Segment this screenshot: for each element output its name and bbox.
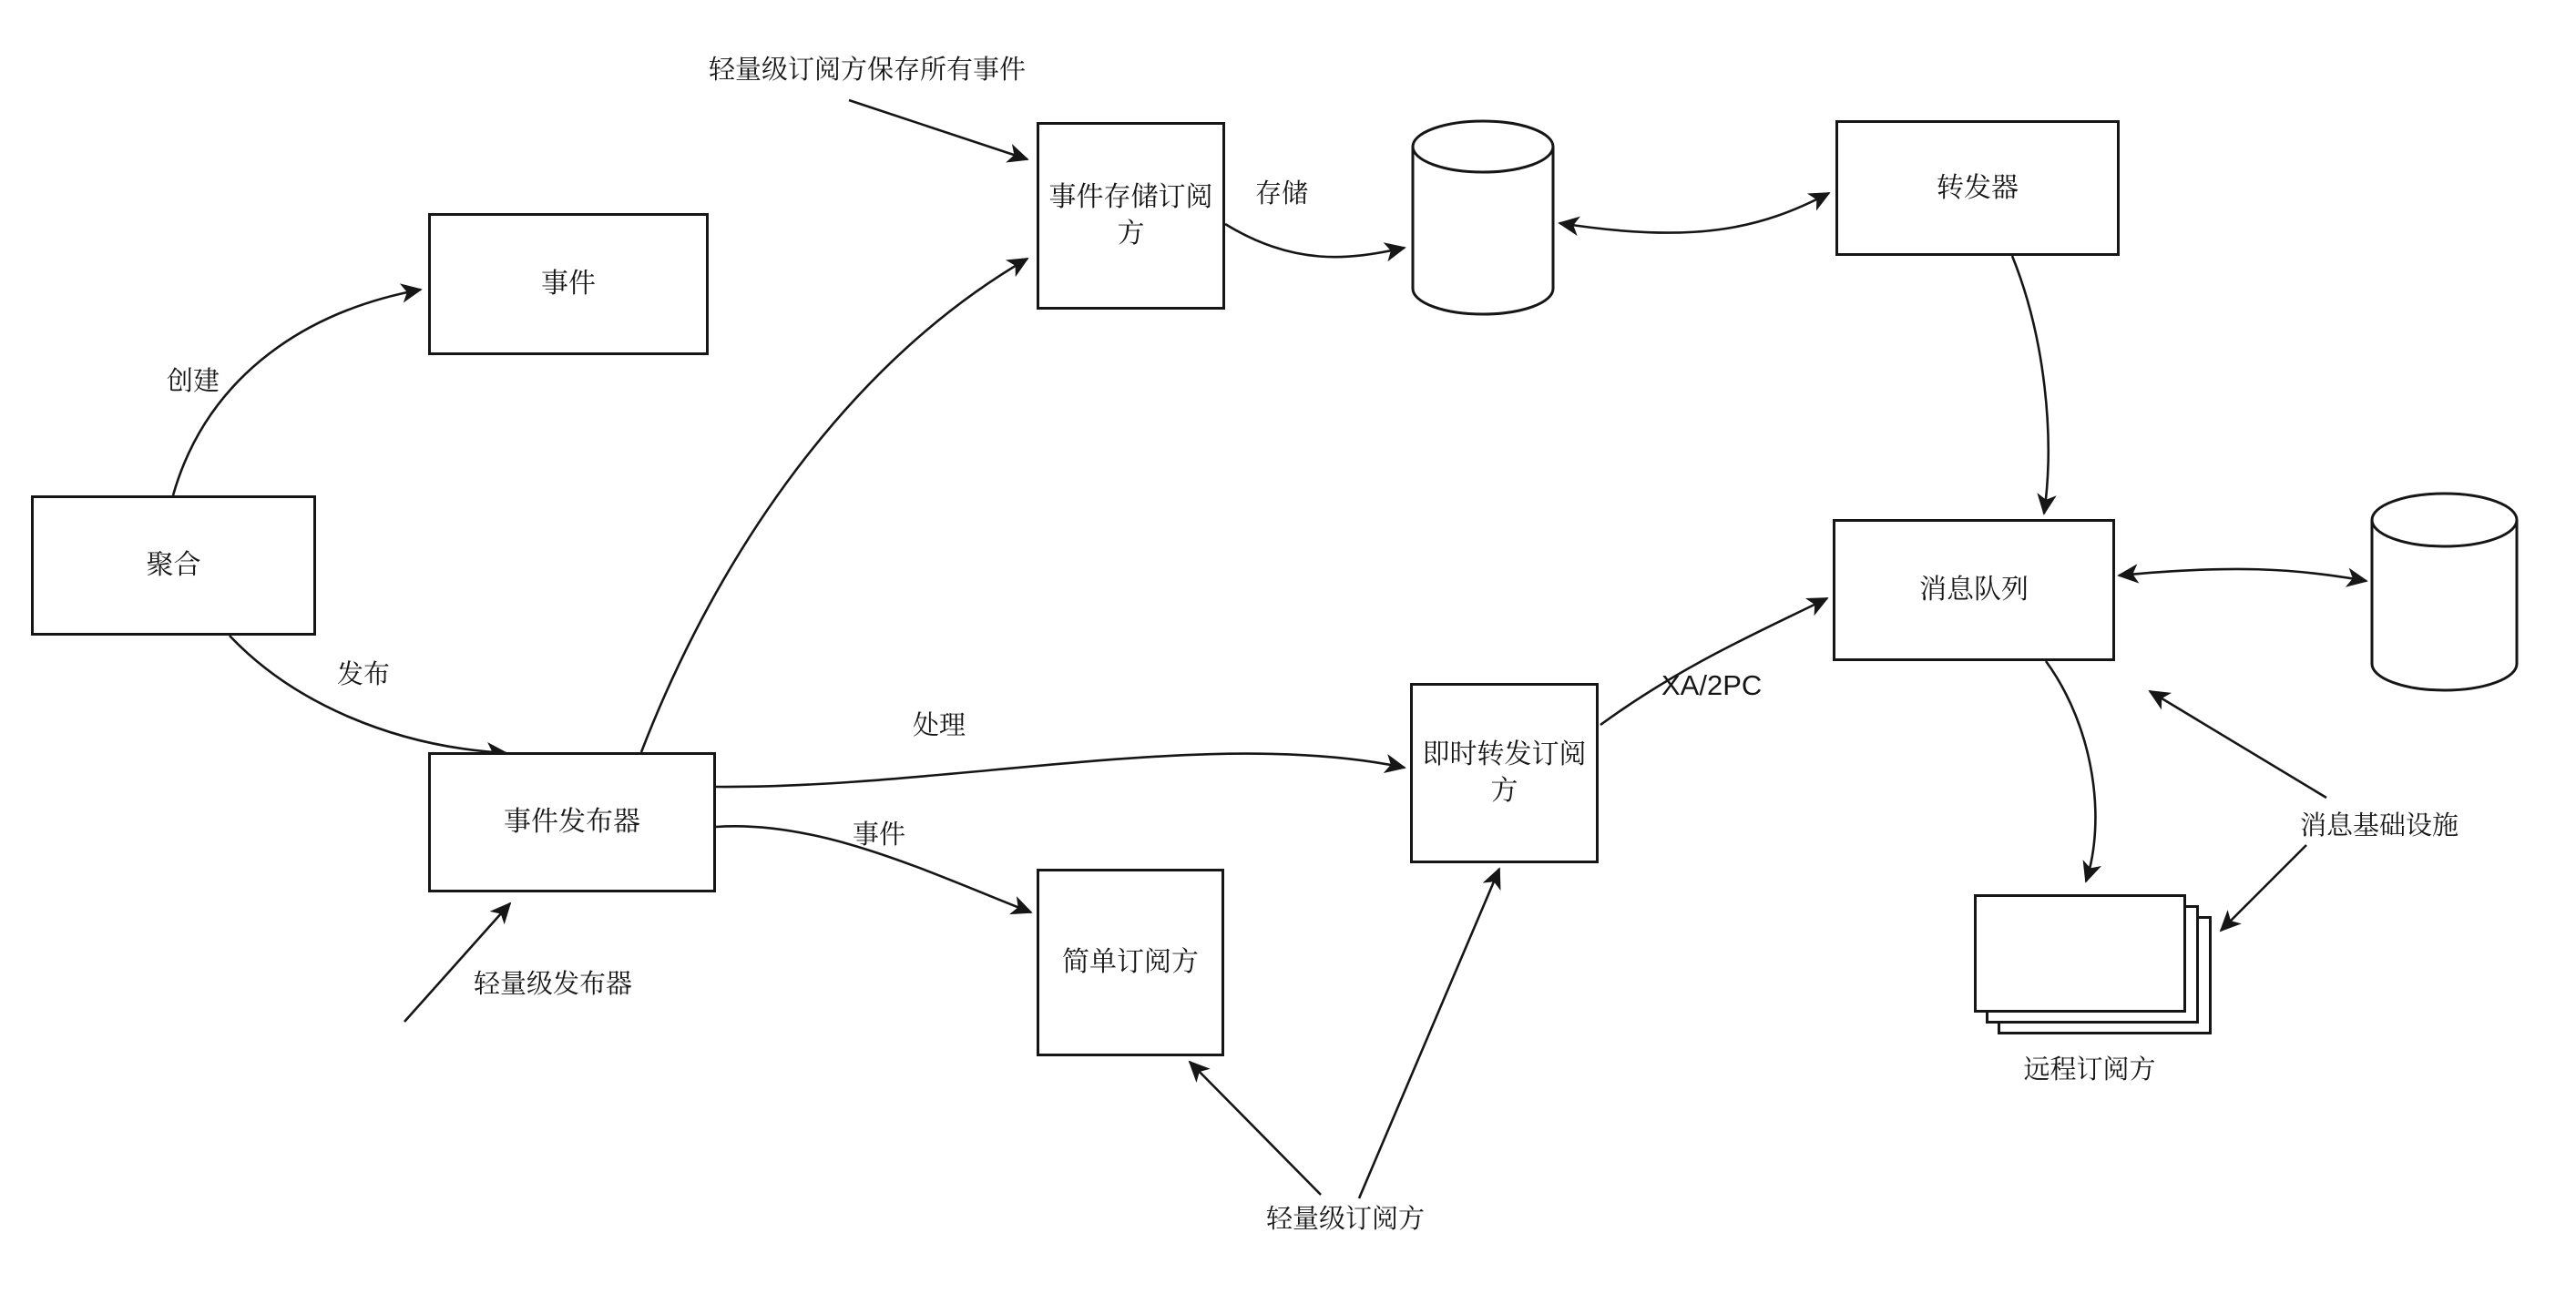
annotation-messaging-infrastructure: 消息基础设施 (2300, 811, 2459, 840)
arrow-process (716, 754, 1405, 787)
database-icon (1413, 121, 1553, 314)
arrow-lightweight-to-immediate (1359, 869, 1499, 1198)
arrow-lightweight-to-simple (1190, 1062, 1321, 1195)
edge-label-event: 事件 (853, 820, 906, 850)
node-event-store-subscriber-label: 事件存储订阅方 (1048, 182, 1213, 249)
arrow-forwarder-to-queue (2012, 256, 2049, 514)
annotation-lightweight-subscriber: 轻量级订阅方 (1266, 1205, 1426, 1234)
edge-label-publish: 发布 (337, 660, 391, 689)
arrow-xa-2pc (1600, 598, 1827, 725)
arrow-publish (230, 636, 506, 753)
node-event-publisher (428, 752, 716, 892)
arrow-lightweight-publisher (404, 903, 510, 1022)
node-remote-subscriber-label: 远程订阅方 (2023, 1055, 2156, 1085)
node-simple-subscriber-label: 简单订阅方 (1062, 947, 1199, 977)
edge-label-process: 处理 (913, 711, 966, 740)
arrow-annotation-store-all-events (849, 100, 1027, 159)
annotation-lightweight-publisher: 轻量级发布器 (474, 970, 633, 999)
arrow-queue-to-remote-subscribers (2046, 661, 2095, 881)
edge-label-xa-2pc: XA/2PC (1661, 669, 1763, 701)
arrow-infrastructure-to-remote (2221, 845, 2306, 931)
edge-label-create: 创建 (167, 367, 220, 396)
arrow-db1-forwarder (1559, 193, 1829, 233)
arrow-infrastructure-to-queue (2150, 691, 2326, 798)
node-message-queue-label: 消息队列 (1919, 575, 2029, 605)
node-aggregate-label: 聚合 (146, 550, 201, 580)
node-simple-subscriber (1037, 869, 1224, 1056)
arrow-queue-db2 (2119, 569, 2366, 581)
node-aggregate (31, 495, 316, 636)
node-message-queue (1833, 519, 2115, 661)
node-event-label: 事件 (541, 269, 596, 299)
node-event-store-subscriber (1037, 122, 1225, 310)
node-immediate-forward-subscriber (1410, 683, 1599, 863)
node-event (428, 213, 709, 355)
node-immediate-forward-subscriber-label: 即时转发订阅方 (1422, 739, 1587, 806)
node-forwarder-label: 转发器 (1937, 172, 2019, 203)
node-forwarder (1835, 120, 2120, 256)
arrow-store (1225, 224, 1405, 257)
stacked-pages-icon-front (1974, 894, 2186, 1013)
node-event-publisher-label: 事件发布器 (504, 807, 640, 837)
annotation-store-all-events: 轻量级订阅方保存所有事件 (709, 56, 1027, 85)
edge-label-store: 存储 (1255, 179, 1309, 209)
database-icon (2372, 494, 2517, 690)
